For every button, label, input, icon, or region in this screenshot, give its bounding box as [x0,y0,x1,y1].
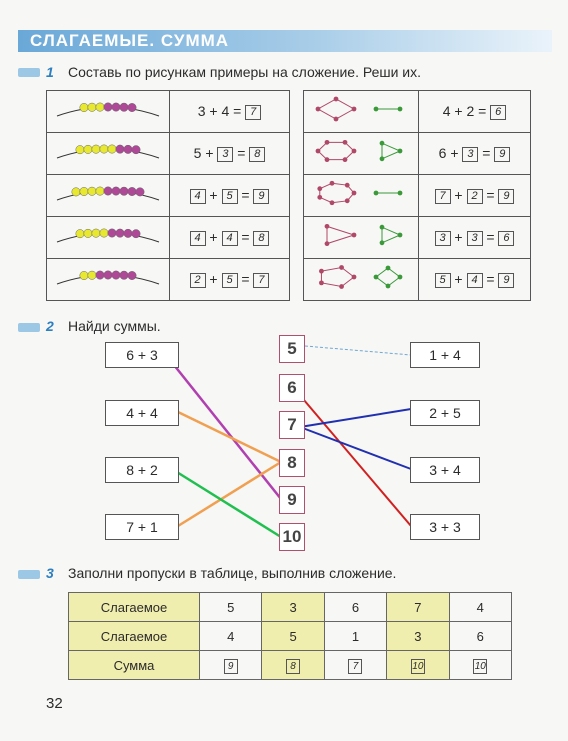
answer-box: 3 [217,147,233,162]
equation-cell: 3 + 4 = 7 [170,91,290,133]
task1-number: 1 [46,64,54,80]
answer-box: 8 [253,231,269,246]
equation-cell: 3 + 3 = 6 [419,217,531,259]
answer-box: 4 [467,273,483,288]
row-label: Слагаемое [69,593,200,622]
equation-cell: 7 + 2 = 9 [419,175,531,217]
answer-box: 3 [467,231,483,246]
table-cell: 4 [449,593,511,622]
number-box: 10 [279,523,305,551]
table-cell: 3 [387,622,449,651]
table-row [69,651,512,680]
answer-box: 6 [490,105,506,120]
answer-box: 4 [190,231,206,246]
line-7-to-2plus5 [300,409,411,427]
expr-box: 2 + 5 [410,400,480,426]
answer-box: 10 [412,660,424,672]
expr-box: 7 + 1 [105,514,179,540]
table-cell: 5 [262,622,324,651]
table-cell: 7 [387,593,449,622]
line-5-to-1plus4 [305,346,411,355]
table-cell [449,651,511,680]
expr-box: 6 + 3 [105,342,179,368]
table-cell: 6 [449,622,511,651]
line-4plus4-to-8 [178,412,281,462]
table-cell [200,651,262,680]
expr-box: 4 + 4 [105,400,179,426]
answer-box: 4 [222,231,238,246]
table-row [69,593,512,622]
answer-box: 3 [462,147,478,162]
task3-number: 3 [46,565,54,581]
answer-box: 9 [498,189,514,204]
equation-cell: 4 + 5 = 9 [170,175,290,217]
table-cell: 1 [324,622,386,651]
equation-cell: 4 + 4 = 8 [170,217,290,259]
page-title: СЛАГАЕМЫЕ. СУММА [30,31,230,50]
table-cell: 5 [200,593,262,622]
answer-box: 5 [222,273,238,288]
number-box: 5 [279,335,305,363]
number-box: 6 [279,374,305,402]
task3-table [68,592,512,680]
row-label: Сумма [69,651,200,680]
row-label: Слагаемое [69,622,200,651]
equation-cell: 5 + 3 = 8 [170,133,290,175]
answer-box: 7 [245,105,261,120]
table-cell [387,651,449,680]
table-cell: 6 [324,593,386,622]
equation-cell: 4 + 2 = 6 [419,91,531,133]
answer-box: 8 [249,147,265,162]
equation-cell: 5 + 4 = 9 [419,259,531,301]
answer-box: 7 [253,273,269,288]
answer-box: 4 [190,189,206,204]
answer-box: 5 [435,273,451,288]
task1-text: Составь по рисункам примеры на сложение. Реши их. [68,64,422,80]
expr-box: 8 + 2 [105,457,179,483]
table-cell: 4 [200,622,262,651]
answer-box: 7 [435,189,451,204]
answer-box: 8 [286,659,300,674]
expr-box: 3 + 4 [410,457,480,483]
table-cell [262,651,324,680]
expr-box: 1 + 4 [410,342,480,368]
expr-box: 3 + 3 [410,514,480,540]
task3-text: Заполни пропуски в таблице, выполнив сложение. [68,565,397,581]
number-box: 8 [279,449,305,477]
answer-box: 2 [467,189,483,204]
line-7plus1-to-8 [178,462,281,526]
number-box: 7 [279,411,305,439]
task-marker [18,570,40,579]
page-number: 32 [46,695,63,712]
table-row [69,622,512,651]
task2-text: Найди суммы. [68,318,161,334]
number-box: 9 [279,486,305,514]
answer-box: 9 [253,189,269,204]
line-6-to-3plus3 [298,393,411,526]
line-7-to-3plus4 [300,427,411,469]
equation-cell: 6 + 3 = 9 [419,133,531,175]
answer-box: 9 [494,147,510,162]
task2-number: 2 [46,318,54,334]
answer-box: 6 [498,231,514,246]
table-cell: 3 [262,593,324,622]
equation-cell: 2 + 5 = 7 [170,259,290,301]
answer-box: 7 [348,659,362,674]
table-cell [324,651,386,680]
answer-box: 9 [224,659,238,674]
answer-box: 9 [498,273,514,288]
answer-box: 3 [435,231,451,246]
answer-box: 2 [190,273,206,288]
answer-box: 10 [474,660,486,672]
answer-box: 5 [222,189,238,204]
